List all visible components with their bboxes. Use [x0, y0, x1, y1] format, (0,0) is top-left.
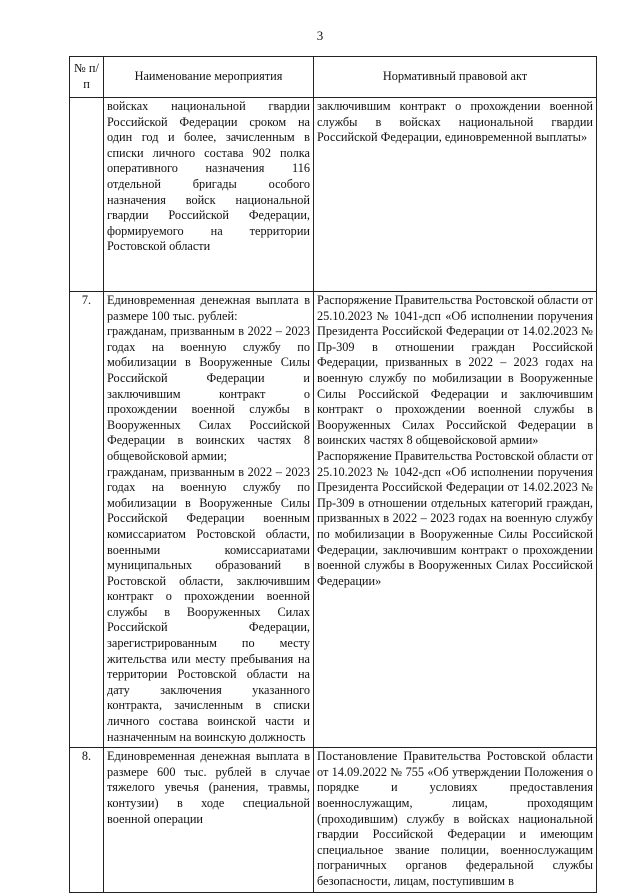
legal-act [314, 748, 597, 892]
table-row [70, 748, 597, 892]
header-measure-name: Наименование мероприятия [104, 57, 314, 98]
table-header-row [70, 57, 597, 98]
legal-act-paragraph: заключившим контракт о прохождении военной службы в войсках национальной гвардии Российской Федерации, единовременной выплаты» [317, 99, 593, 145]
legal-act-paragraph: Распоряжение Правительства Ростовской области от 25.10.2023 № 1041-дсп «Об исполнении поручения Президента Российской Федерации от 14.02.2023 № Пр-309 в отношении граждан Российской Федерации, призванных в 2022 – 2023 годах на военную службу по мобилизации в Вооруженные Силы Российской Федерации и заключившим контракт о прохождении военной службы в Вооруженных Силах Российской Федерации в воинских частях 8 общевойсковой армии» [317, 293, 593, 448]
legal-act-paragraph: Распоряжение Правительства Ростовской области от 25.10.2023 № 1042-дсп «Об исполнении поручения Президента Российской Федерации от 14.02.2023 № Пр-309 в отношении отдельных категорий граждан, призванных в 2022 – 2023 годах на военную службу по мобилизации в Вооруженные Силы Российской Федерации, заключившим контракт о прохождении военной службы в Вооруженных Силах Российской Федерации» [317, 448, 593, 588]
measures-table [69, 56, 597, 893]
measure-paragraph: гражданам, призванным в 2022 – 2023 годах на военную службу по мобилизации в Вооруженные Силы Российской Федерации военным комиссариатом Ростовской области, военными комиссариатами муниципальных образований в Ростовской области, заключившим контракт о прохождении военной службы в Вооруженных Силах Российской Федерации, зарегистрированным по месту жительства или месту пребывания на территории Ростовской области на дату заключения указанного контракта, зачисленным в списки личного состава воинской части и назначенным на воинскую должность [107, 464, 310, 744]
table-row [70, 98, 597, 292]
legal-act [314, 292, 597, 748]
measure-paragraph: Единовременная денежная выплата в размере 100 тыс. рублей: [107, 293, 310, 323]
measure-paragraph: гражданам, призванным в 2022 – 2023 годах на военную службу по мобилизации в Вооруженные Силы Российской Федерации и заключившим контракт о прохождении военной службы в Вооруженных Силах Российской Федерации в воинских частях 8 общевойсковой армии; [107, 324, 310, 463]
row-number: 8. [70, 748, 104, 892]
row-number [70, 98, 104, 292]
legal-act [314, 98, 597, 292]
legal-act-paragraph: Постановление Правительства Ростовской области от 14.09.2022 № 755 «Об утверждении Положения о порядке и условиях предоставления военнослужащим, лицам, проходящим (проходившим) службу в войсках национальной гвардии Российской Федерации и имеющим специальное звание полиции, военнослужащим пограничных органов федеральной службы безопасности, лицам, поступившим в [317, 749, 593, 888]
table-row [70, 292, 597, 748]
header-legal-act: Нормативный правовой акт [314, 57, 597, 98]
header-number: № п/п [70, 57, 104, 98]
measure-name: Единовременная денежная выплата в размере 600 тыс. рублей в случае тяжелого увечья (ранения, травмы, контузии) в ходе специальной военной операции [104, 748, 314, 892]
measure-name: войсках национальной гвардии Российской Федерации сроком на один год и более, зачисленным в списки личного состава 902 полка оперативного назначения 116 отдельной бригады особого назначения войск национальной гвардии Российской Федерации, формируемого на территории Ростовской области [104, 98, 314, 292]
measure-name [104, 292, 314, 748]
page-number: 3 [316, 28, 324, 43]
row-number: 7. [70, 292, 104, 748]
